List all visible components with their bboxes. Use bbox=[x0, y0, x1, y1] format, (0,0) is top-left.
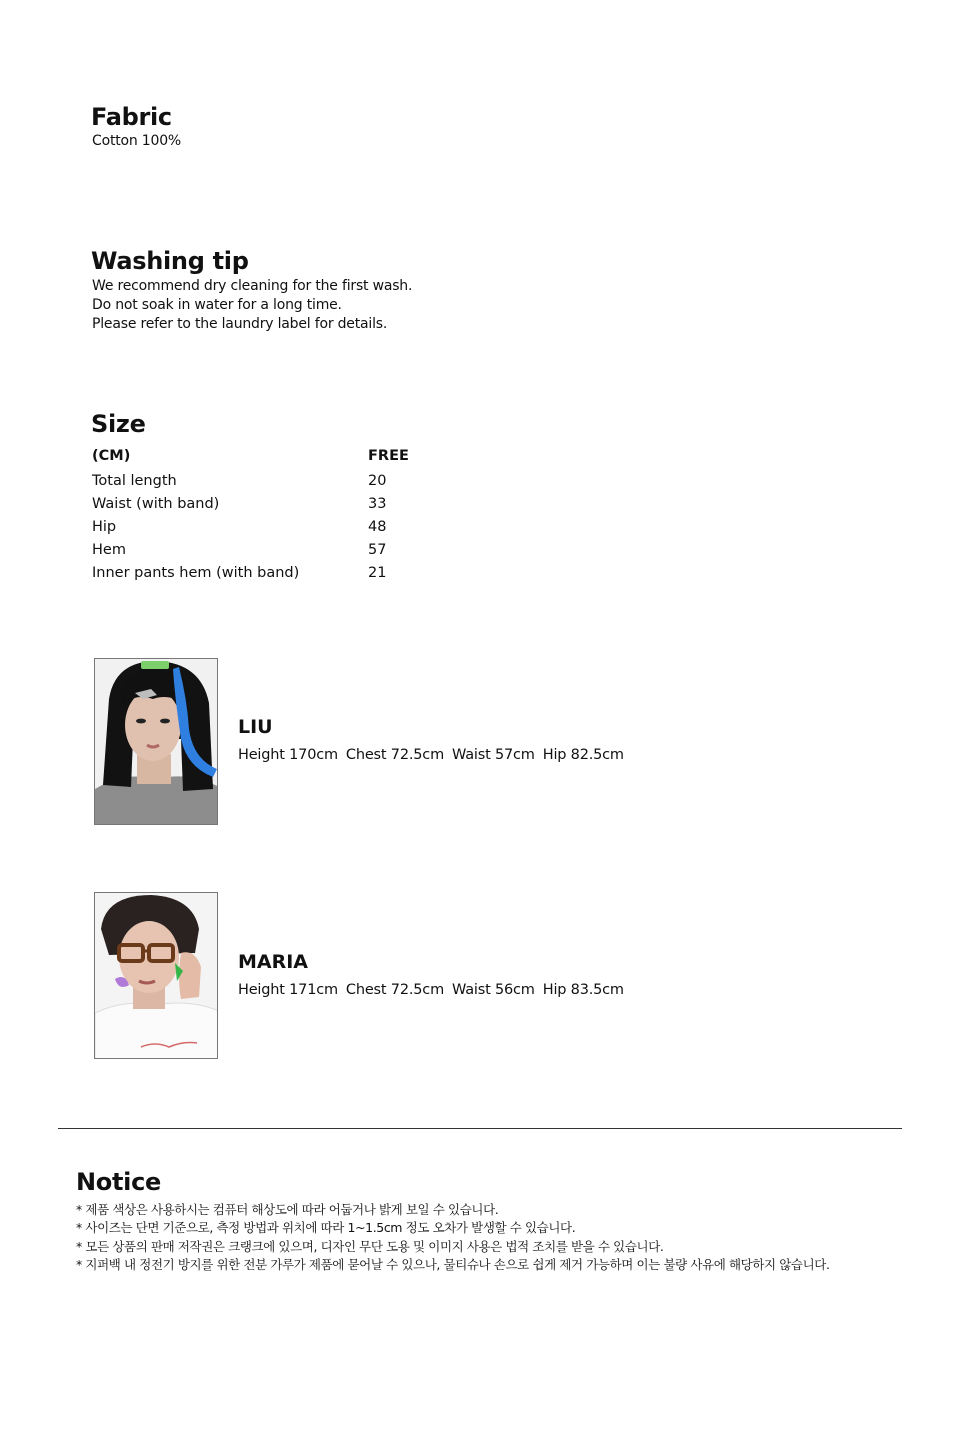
size-row-value: 48 bbox=[368, 519, 387, 535]
washing-tip-line: We recommend dry cleaning for the first wash. bbox=[92, 278, 413, 294]
model-photo-maria bbox=[94, 892, 218, 1059]
model-stats bbox=[238, 981, 632, 999]
model-height: Height 171cm bbox=[238, 982, 338, 998]
washing-tips bbox=[92, 277, 412, 334]
size-row-value: 57 bbox=[368, 542, 387, 558]
model-photo-image bbox=[95, 893, 218, 1059]
size-row-label: Total length bbox=[92, 473, 177, 489]
notice-line: * 모든 상품의 판매 저작권은 크랭크에 있으며, 디자인 무단 도용 및 이미지 사용은 법적 조치를 받을 수 있습니다. bbox=[76, 1238, 664, 1254]
size-row-label: Hip bbox=[92, 519, 117, 535]
model-photo-image bbox=[95, 659, 218, 825]
size-title: Size bbox=[91, 410, 146, 438]
section-divider bbox=[58, 1128, 902, 1129]
size-row-label: Hem bbox=[92, 542, 126, 558]
fabric-text: Cotton 100% bbox=[92, 133, 182, 149]
model-hip: Hip 82.5cm bbox=[542, 747, 624, 763]
size-row bbox=[92, 539, 432, 561]
size-row-value: 33 bbox=[368, 496, 387, 512]
notice-line: * 제품 색상은 사용하시는 컴퓨터 해상도에 따라 어둡거나 밝게 보일 수 있습니다. bbox=[76, 1202, 499, 1217]
washing-tip-line: Do not soak in water for a long time. bbox=[92, 297, 342, 313]
model-chest: Chest 72.5cm bbox=[345, 747, 444, 763]
notice-list bbox=[76, 1201, 830, 1274]
size-table-header bbox=[92, 445, 432, 467]
model-height: Height 170cm bbox=[238, 747, 338, 763]
washing-title: Washing tip bbox=[91, 247, 249, 275]
size-row-label: Waist (with band) bbox=[92, 496, 220, 512]
washing-tip-line: Please refer to the laundry label for details. bbox=[92, 316, 388, 332]
model-name: LIU bbox=[238, 716, 273, 738]
model-hip: Hip 83.5cm bbox=[542, 982, 624, 998]
notice-line: * 지퍼백 내 정전기 방지를 위한 전분 가루가 제품에 묻어날 수 있으나, 물티슈나 손으로 쉽게 제거 가능하며 이는 불량 사유에 해당하지 않습니다. bbox=[76, 1256, 830, 1272]
model-name: MARIA bbox=[238, 951, 309, 973]
size-row-value: 20 bbox=[368, 473, 387, 489]
size-row-label: Inner pants hem (with band) bbox=[92, 565, 300, 581]
notice-title: Notice bbox=[76, 1168, 161, 1196]
size-row bbox=[92, 470, 432, 492]
unit-label: (CM) bbox=[92, 448, 131, 464]
notice-line: * 사이즈는 단면 기준으로, 측정 방법과 위치에 따라 1~1.5cm 정도 오차가 발생할 수 있습니다. bbox=[76, 1220, 576, 1236]
model-photo-liu bbox=[94, 658, 218, 825]
model-stats bbox=[238, 746, 632, 764]
size-row bbox=[92, 493, 432, 515]
size-label: FREE bbox=[368, 448, 409, 464]
size-row bbox=[92, 562, 432, 584]
model-waist: Waist 57cm bbox=[452, 747, 535, 763]
fabric-title: Fabric bbox=[91, 103, 172, 131]
model-chest: Chest 72.5cm bbox=[345, 982, 444, 998]
size-row-value: 21 bbox=[368, 565, 387, 581]
model-waist: Waist 56cm bbox=[452, 982, 535, 998]
size-row bbox=[92, 516, 432, 538]
